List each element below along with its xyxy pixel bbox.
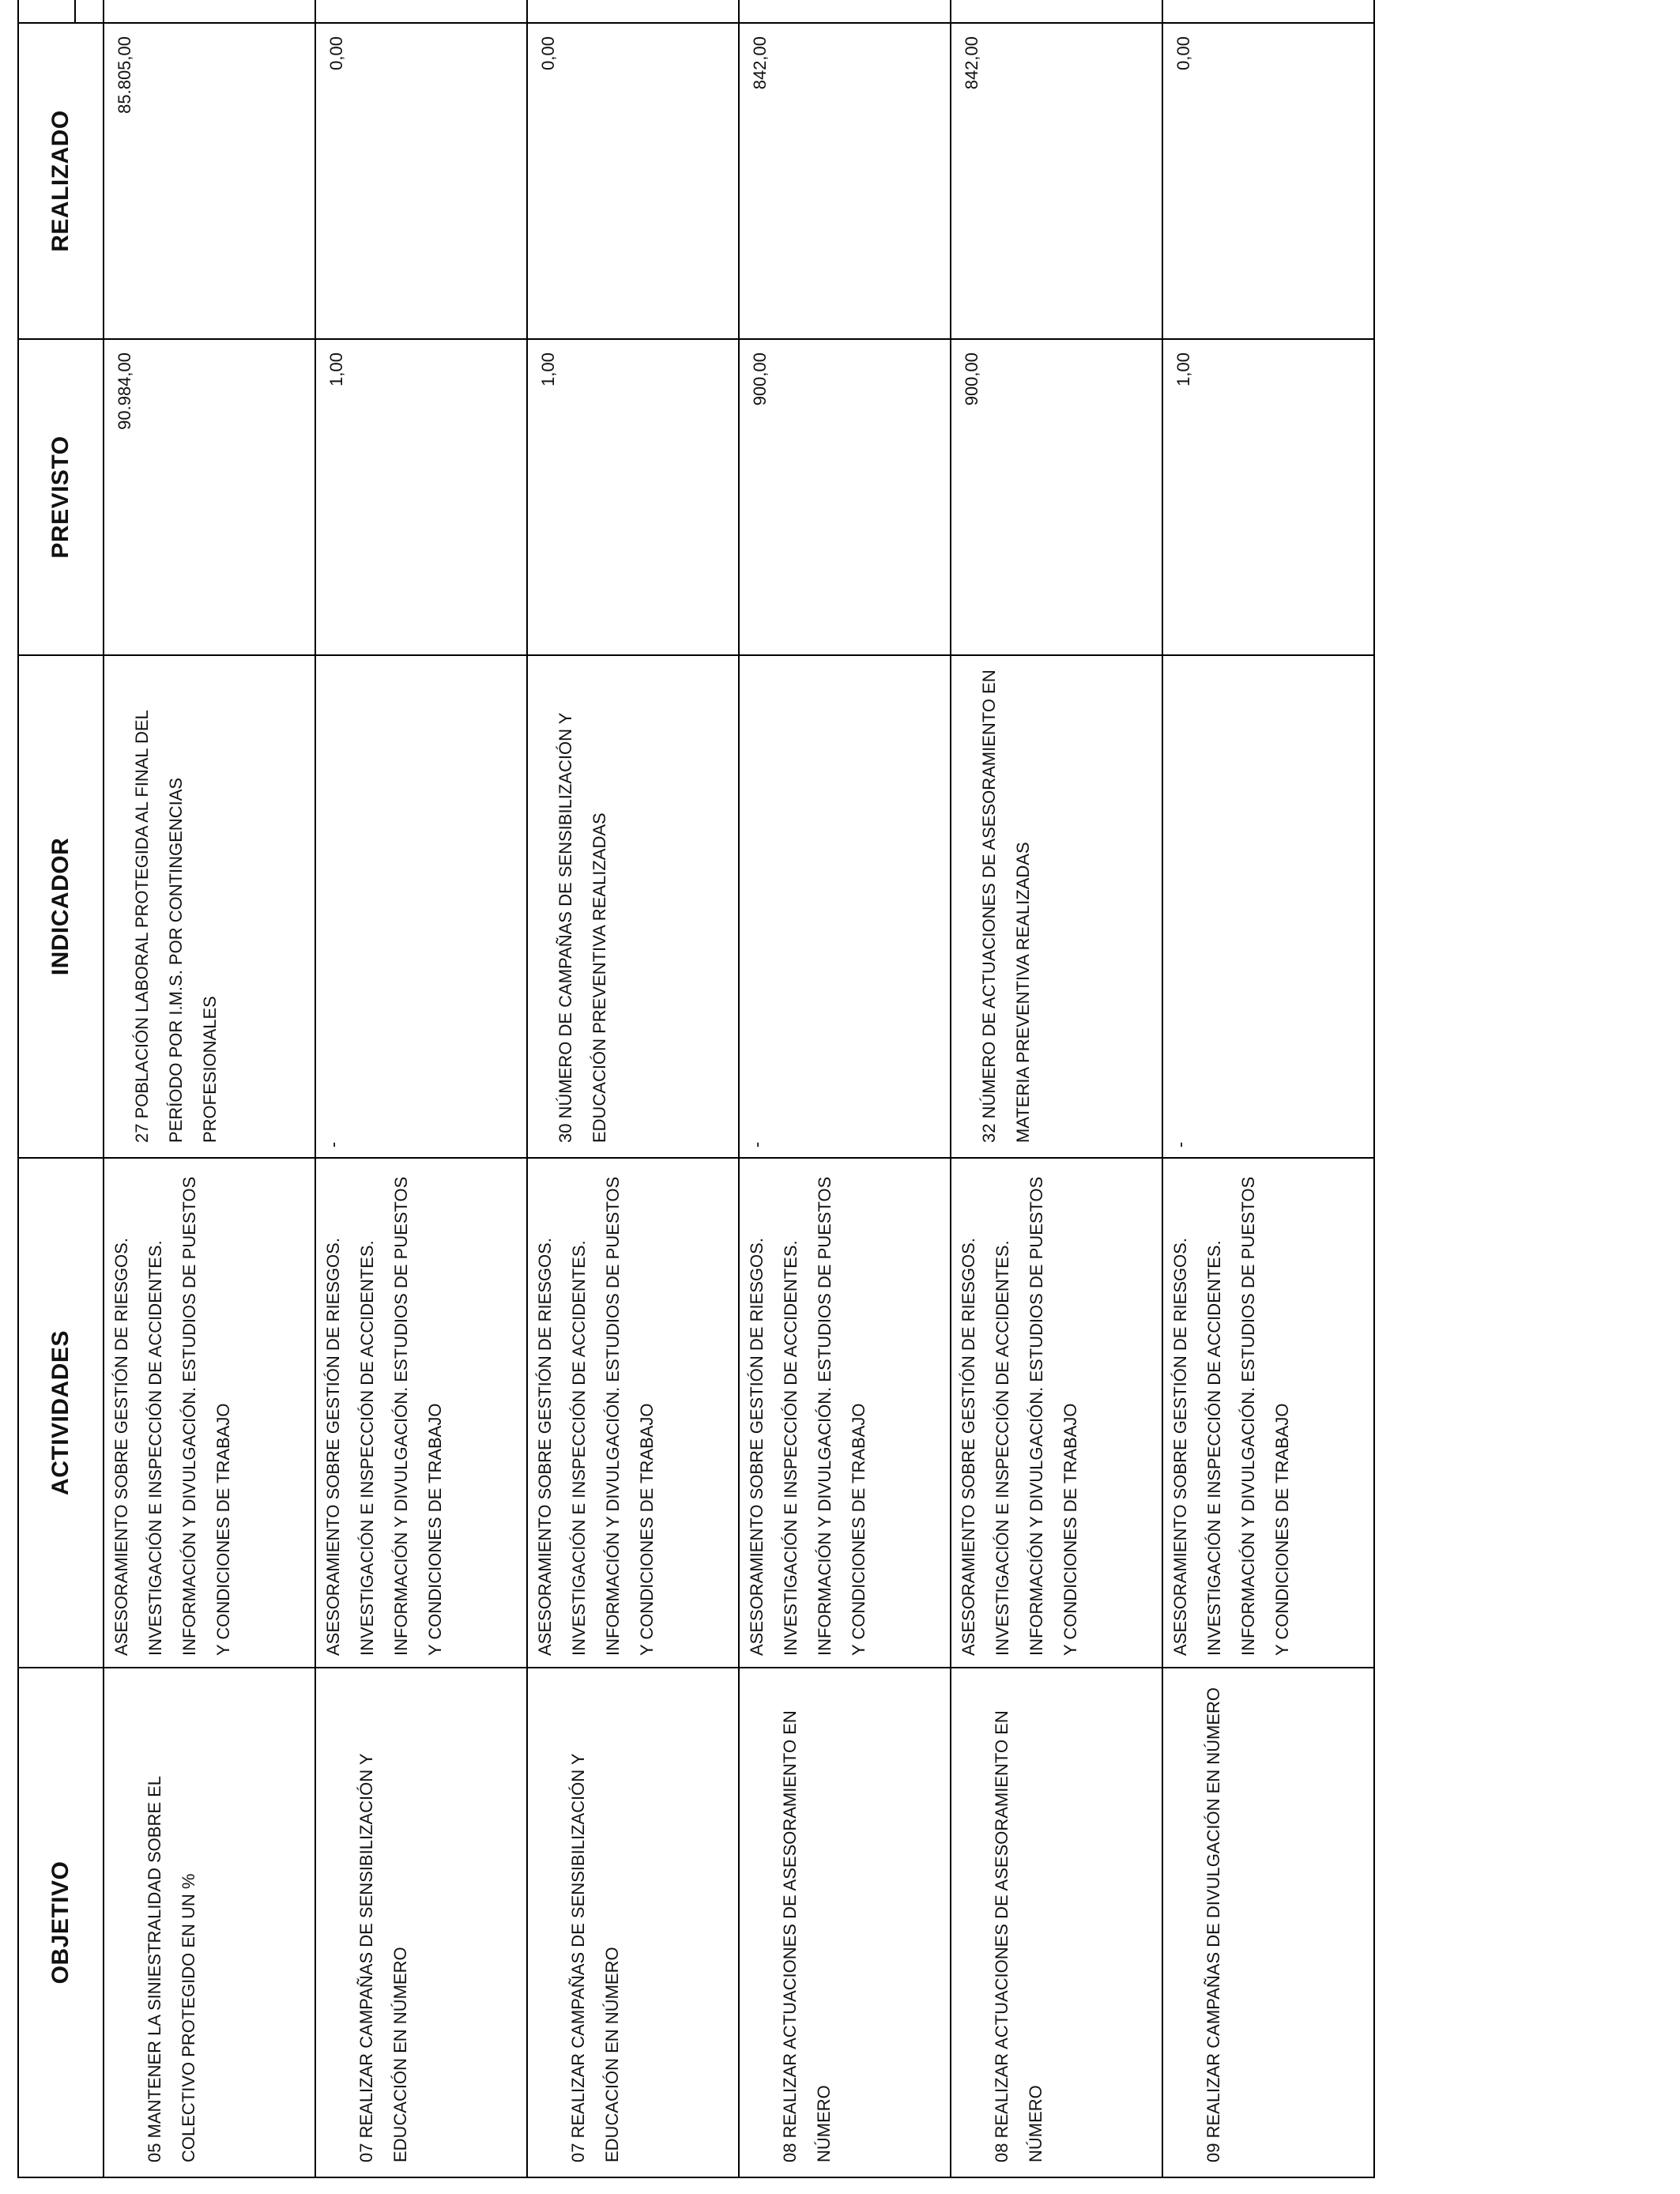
- table-row: [1162, 0, 1374, 2177]
- header-realizado: REALIZADO: [18, 23, 104, 339]
- actividades-cell: ASESORAMIENTO SOBRE GESTIÓN DE RIESGOS. INVESTIGACIÓN E INSPECCIÓN DE ACCIDENTES. INFORMACIÓN Y DIVULGACIÓN. ESTUDIOS DE PUESTOS Y CONDICIONES DE TRABAJO: [104, 1158, 315, 1668]
- indicador-cell: 30 NÚMERO DE CAMPAÑAS DE SENSIBILIZACIÓN Y EDUCACIÓN PREVENTIVA REALIZADAS: [527, 655, 739, 1158]
- absolutas-cell: [951, 0, 1162, 23]
- rotated-table-sheet: [17, 36, 1375, 2178]
- table-row: [527, 0, 739, 2177]
- absolutas-cell: [315, 0, 527, 23]
- objetivo-cell: 08 REALIZAR ACTUACIONES DE ASESORAMIENTO EN NÚMERO: [739, 1668, 951, 2177]
- objetivo-cell: 09 REALIZAR CAMPAÑAS DE DIVULGACIÓN EN NÚMERO: [1162, 1668, 1374, 2177]
- actividades-cell: ASESORAMIENTO SOBRE GESTIÓN DE RIESGOS. INVESTIGACIÓN E INSPECCIÓN DE ACCIDENTES. INFORMACIÓN Y DIVULGACIÓN. ESTUDIOS DE PUESTOS Y CONDICIONES DE TRABAJO: [315, 1158, 527, 1668]
- realizado-cell: 0,00: [1162, 23, 1374, 339]
- table-row: [739, 0, 951, 2177]
- actividades-cell: ASESORAMIENTO SOBRE GESTIÓN DE RIESGOS. INVESTIGACIÓN E INSPECCIÓN DE ACCIDENTES. INFORMACIÓN Y DIVULGACIÓN. ESTUDIOS DE PUESTOS Y CONDICIONES DE TRABAJO: [1162, 1158, 1374, 1668]
- objetivo-cell: 07 REALIZAR CAMPAÑAS DE SENSIBILIZACIÓN Y EDUCACIÓN EN NÚMERO: [315, 1668, 527, 2177]
- absolutas-cell: [104, 0, 315, 23]
- objetivo-cell: 07 REALIZAR CAMPAÑAS DE SENSIBILIZACIÓN Y EDUCACIÓN EN NÚMERO: [527, 1668, 739, 2177]
- absolutas-cell: [1162, 0, 1374, 23]
- previsto-cell: 1,00: [1162, 339, 1374, 655]
- realizado-cell: 85.805,00: [104, 23, 315, 339]
- header-objetivo: OBJETIVO: [18, 1668, 104, 2177]
- table-row: [104, 0, 315, 2177]
- actividades-cell: ASESORAMIENTO SOBRE GESTIÓN DE RIESGOS. INVESTIGACIÓN E INSPECCIÓN DE ACCIDENTES. INFORMACIÓN Y DIVULGACIÓN. ESTUDIOS DE PUESTOS Y CONDICIONES DE TRABAJO: [739, 1158, 951, 1668]
- realizado-cell: 0,00: [527, 23, 739, 339]
- absolutas-cell: [739, 0, 951, 23]
- actividades-cell: ASESORAMIENTO SOBRE GESTIÓN DE RIESGOS. INVESTIGACIÓN E INSPECCIÓN DE ACCIDENTES. INFORMACIÓN Y DIVULGACIÓN. ESTUDIOS DE PUESTOS Y CONDICIONES DE TRABAJO: [951, 1158, 1162, 1668]
- absolutas-cell: [527, 0, 739, 23]
- previsto-cell: 1,00: [315, 339, 527, 655]
- previsto-cell: 900,00: [739, 339, 951, 655]
- table-row: [315, 0, 527, 2177]
- indicador-cell: -: [739, 655, 951, 1158]
- indicador-cell: 32 NÚMERO DE ACTUACIONES DE ASESORAMIENTO EN MATERIA PREVENTIVA REALIZADAS: [951, 655, 1162, 1158]
- previsto-cell: 900,00: [951, 339, 1162, 655]
- indicador-cell: -: [1162, 655, 1374, 1158]
- table-row: [951, 0, 1162, 2177]
- previsto-cell: 90.984,00: [104, 339, 315, 655]
- header-indicador: INDICADOR: [18, 655, 104, 1158]
- objetivo-cell: 08 REALIZAR ACTUACIONES DE ASESORAMIENTO EN NÚMERO: [951, 1668, 1162, 2177]
- previsto-cell: 1,00: [527, 339, 739, 655]
- objetivo-cell: 05 MANTENER LA SINIESTRALIDAD SOBRE EL COLECTIVO PROTEGIDO EN UN %: [104, 1668, 315, 2177]
- realizado-cell: 842,00: [951, 23, 1162, 339]
- indicador-cell: 27 POBLACIÓN LABORAL PROTEGIDA AL FINAL DEL PERÍODO POR I.M.S. POR CONTINGENCIAS PROFESIONALES: [104, 655, 315, 1158]
- deviations-table: [17, 0, 1375, 2178]
- realizado-cell: 0,00: [315, 23, 527, 339]
- header-previsto: PREVISTO: [18, 339, 104, 655]
- header-desviaciones: [18, 0, 75, 23]
- realizado-cell: 842,00: [739, 23, 951, 339]
- header-actividades: ACTIVIDADES: [18, 1158, 104, 1668]
- header-absolutas: [75, 0, 104, 23]
- indicador-cell: -: [315, 655, 527, 1158]
- actividades-cell: ASESORAMIENTO SOBRE GESTIÓN DE RIESGOS. INVESTIGACIÓN E INSPECCIÓN DE ACCIDENTES. INFORMACIÓN Y DIVULGACIÓN. ESTUDIOS DE PUESTOS Y CONDICIONES DE TRABAJO: [527, 1158, 739, 1668]
